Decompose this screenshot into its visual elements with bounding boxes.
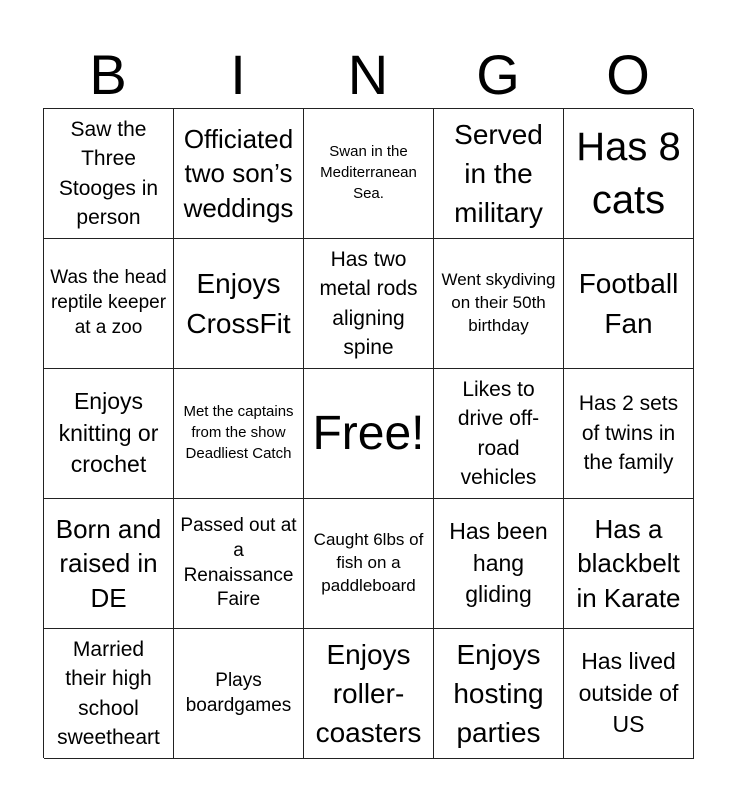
bingo-cell-r1c3[interactable]: [304, 109, 434, 239]
bingo-cell-r5c1[interactable]: [44, 629, 174, 759]
bingo-header: [43, 42, 693, 108]
bingo-cell-r2c3[interactable]: [304, 239, 434, 369]
bingo-cell-r4c3[interactable]: [304, 499, 434, 629]
header-letter-o: O: [606, 43, 650, 106]
cell-text: Officiated two son’s weddings: [183, 124, 294, 223]
bingo-cell-r5c4[interactable]: [434, 629, 564, 759]
cell-text: Served in the military: [454, 118, 543, 229]
cell-text: Went skydiving on their 50th birthday: [441, 270, 556, 335]
bingo-cell-r1c1[interactable]: [44, 109, 174, 239]
cell-text: Swan in the Mediterranean Sea.: [320, 143, 417, 202]
cell-text: Has 2 sets of twins in the family: [578, 392, 679, 475]
cell-text: Enjoys roller-coasters: [315, 638, 422, 749]
cell-text: Was the head reptile keeper at a zoo: [50, 267, 167, 338]
bingo-cell-free[interactable]: [304, 369, 434, 499]
cell-text: Football Fan: [578, 268, 679, 339]
cell-text: Enjoys CrossFit: [186, 268, 291, 339]
free-space-label: Free!: [312, 406, 425, 460]
bingo-cell-r2c5[interactable]: [564, 239, 694, 369]
bingo-cell-r4c5[interactable]: [564, 499, 694, 629]
bingo-cell-r4c4[interactable]: [434, 499, 564, 629]
header-letter-n: N: [347, 43, 389, 106]
bingo-grid: [43, 108, 693, 758]
header-letter-i: I: [230, 43, 246, 106]
bingo-cell-r2c4[interactable]: [434, 239, 564, 369]
bingo-cell-r3c5[interactable]: [564, 369, 694, 499]
bingo-cell-r3c1[interactable]: [44, 369, 174, 499]
cell-text: Caught 6lbs of fish on a paddleboard: [313, 530, 424, 595]
cell-text: Has lived outside of US: [578, 648, 679, 738]
cell-text: Married their high school sweetheart: [57, 637, 160, 749]
cell-text: Has two metal rods aligning spine: [319, 247, 418, 359]
cell-text: Born and raised in DE: [55, 514, 162, 613]
cell-text: Saw the Three Stooges in person: [58, 117, 159, 229]
cell-text: Passed out at a Renaissance Faire: [180, 515, 297, 611]
cell-text: Has a blackbelt in Karate: [576, 514, 681, 613]
cell-text: Has 8 cats: [576, 124, 681, 222]
header-letter-g: G: [476, 43, 520, 106]
bingo-cell-r3c2[interactable]: [174, 369, 304, 499]
bingo-cell-r5c3[interactable]: [304, 629, 434, 759]
bingo-cell-r3c4[interactable]: [434, 369, 564, 499]
bingo-cell-r1c4[interactable]: [434, 109, 564, 239]
bingo-cell-r1c5[interactable]: [564, 109, 694, 239]
cell-text: Enjoys hosting parties: [453, 638, 544, 749]
bingo-cell-r4c1[interactable]: [44, 499, 174, 629]
cell-text: Enjoys knitting or crochet: [58, 388, 159, 478]
bingo-cell-r4c2[interactable]: [174, 499, 304, 629]
cell-text: Likes to drive off-road vehicles: [457, 377, 540, 489]
bingo-cell-r2c1[interactable]: [44, 239, 174, 369]
bingo-cell-r1c2[interactable]: [174, 109, 304, 239]
bingo-cell-r5c5[interactable]: [564, 629, 694, 759]
cell-text: Met the captains from the show Deadliest Catch: [183, 403, 294, 462]
header-letter-b: B: [89, 43, 127, 106]
bingo-cell-r5c2[interactable]: [174, 629, 304, 759]
cell-text: Plays boardgames: [185, 669, 292, 716]
cell-text: Has been hang gliding: [449, 518, 548, 608]
bingo-cell-r2c2[interactable]: [174, 239, 304, 369]
